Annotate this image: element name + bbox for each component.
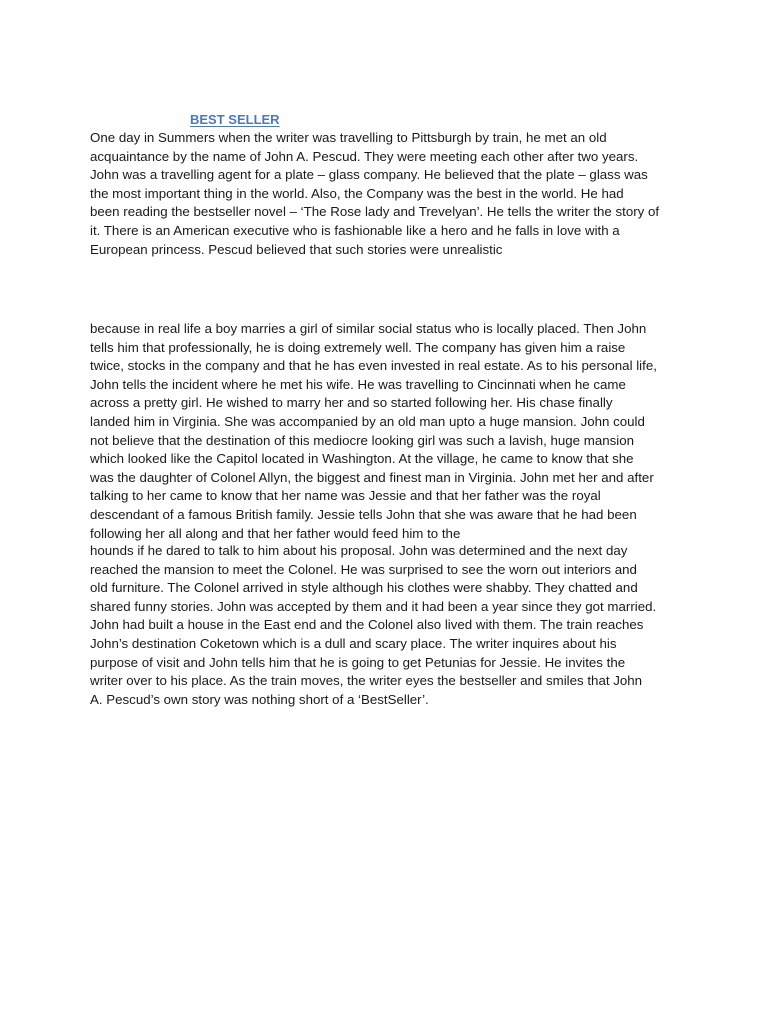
text-line: European princess. Pescud believed that such stories were unrealistic [90, 241, 503, 257]
text-line: One day in Summers when the writer was travelling to Pittsburgh by train, he met an old [90, 130, 607, 145]
text-line: been reading the bestseller novel – ‘The Rose lady and Trevelyan’. He tells the writer the story of [90, 204, 660, 220]
paragraph-1 [90, 129, 682, 259]
document-title: BEST SELLER [190, 112, 280, 127]
text-line: A. Pescud’s own story was nothing short of a ‘BestSeller’. [90, 691, 429, 707]
text-line: across a pretty girl. He wished to marry her and so started following her. His chase finally [90, 395, 613, 411]
text-line: twice, stocks in the company and that he has even invested in real estate. As to his personal life, [90, 358, 657, 374]
text-line: not believe that the destination of this mediocre looking girl was such a lavish, huge mansion [90, 432, 635, 448]
text-line: the most important thing in the world. Also, the Company was the best in the world. He had [90, 185, 624, 201]
text-line: was the daughter of Colonel Allyn, the biggest and finest man in Virginia. John met her and after [90, 469, 654, 485]
text-line: descendant of a famous British family. Jessie tells John that she was aware that he had been [90, 506, 637, 522]
text-line: reached the mansion to meet the Colonel. He was surprised to see the worn out interiors and [90, 561, 637, 577]
text-line: John tells the incident where he met his wife. He was travelling to Cincinnati when he came [90, 376, 626, 392]
text-line: following her all along and that her father would feed him to the [90, 525, 461, 541]
text-line: old furniture. The Colonel arrived in style although his clothes were shabby. They chatted and [90, 580, 638, 596]
text-line: acquaintance by the name of John A. Pescud. They were meeting each other after two years. [90, 148, 639, 164]
text-line: tells him that professionally, he is doing extremely well. The company has given him a raise [90, 339, 626, 355]
text-line: it. There is an American executive who is fashionable like a hero and he falls in love with a [90, 222, 620, 238]
text-line: which looked like the Capitol located in Washington. At the village, he came to know that she [90, 451, 634, 467]
paragraph-3 [90, 542, 682, 709]
text-line: talking to her came to know that her name was Jessie and that her father was the royal [90, 488, 601, 504]
text-line: landed him in Virginia. She was accompanied by an old man upto a huge mansion. John could [90, 413, 645, 429]
paragraph-2 [90, 320, 682, 543]
text-line: shared funny stories. John was accepted by them and it had been a year since they got married. [90, 598, 657, 614]
text-line: John was a travelling agent for a plate – glass company. He believed that the plate – glass was [90, 167, 648, 183]
text-line: John’s destination Coketown which is a dull and scary place. The writer inquires about his [90, 635, 617, 651]
text-line: John had built a house in the East end and the Colonel also lived with them. The train reaches [90, 617, 644, 633]
text-line: because in real life a boy marries a girl of similar social status who is locally placed. Then John [90, 321, 647, 336]
text-line: hounds if he dared to talk to him about his proposal. John was determined and the next day [90, 543, 628, 558]
text-line: writer over to his place. As the train moves, the writer eyes the bestseller and smiles that John [90, 673, 643, 689]
text-line: purpose of visit and John tells him that he is going to get Petunias for Jessie. He invites the [90, 654, 626, 670]
